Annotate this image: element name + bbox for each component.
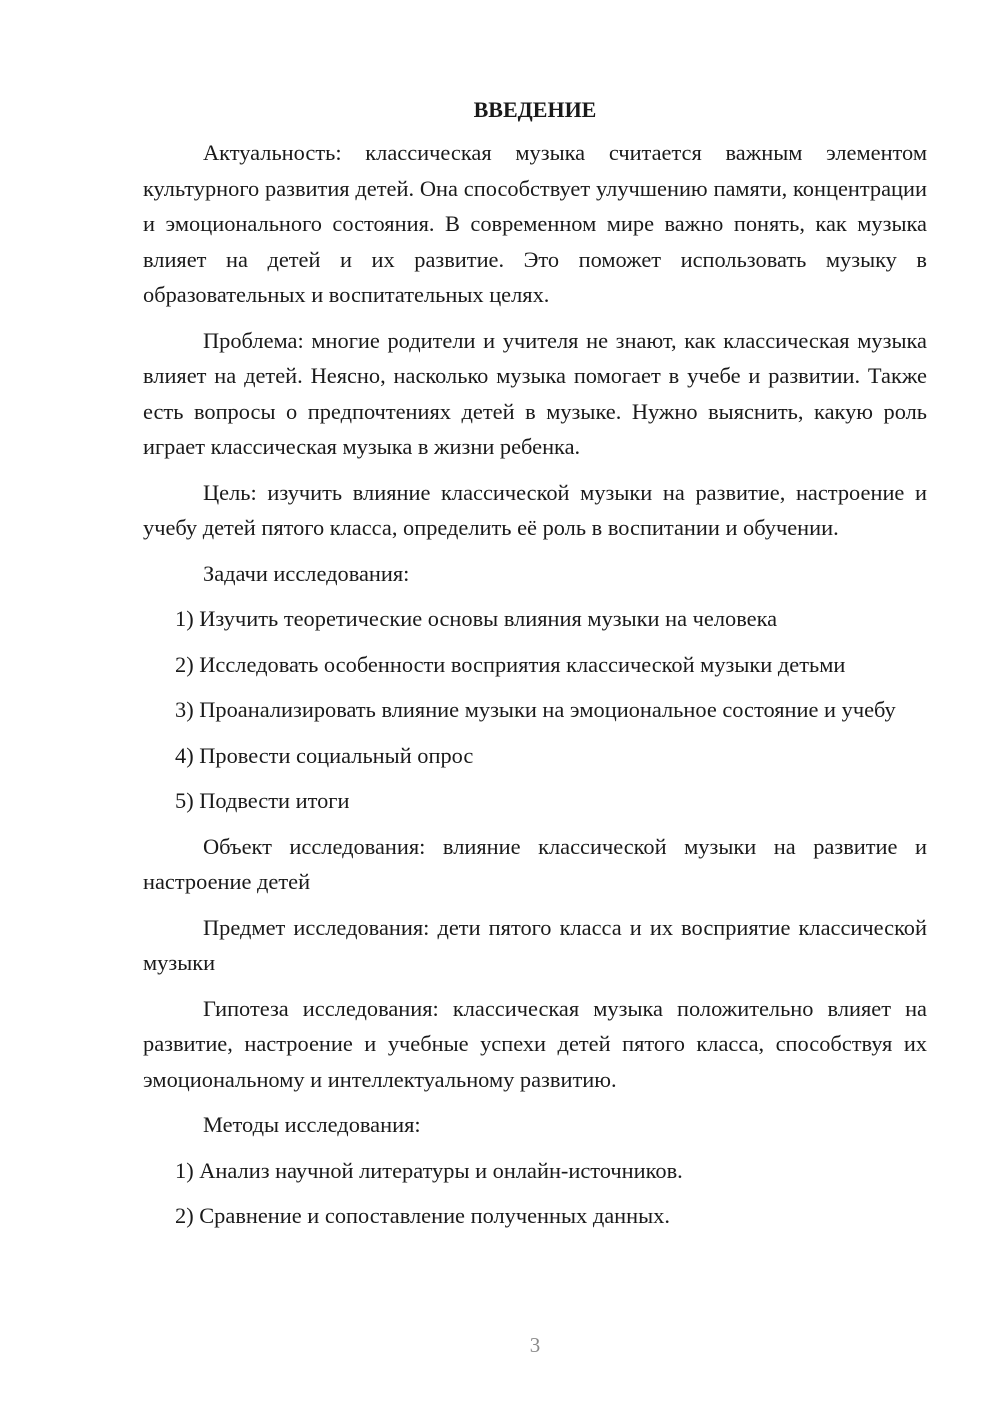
relevance-paragraph: Актуальность: классическая музыка считается важным элементом культурного развития детей. Она способствует улучшению памяти, концентрации и эмоционального состояния. В современном мире важно понять, как музыка влияет на детей и их развитие. Это поможет использовать музыку в образовательных и воспитательных целях. <box>143 140 927 307</box>
page-number: 3 <box>529 1333 541 1357</box>
problem-paragraph: Проблема: многие родители и учителя не знают, как классическая музыка влияет на детей. Неясно, насколько музыка помогает в учебе и развитии. Также есть вопросы о предпочтениях детей в музыке. Нужно выяснить, какую роль играет классическая музыка в жизни ребенка. <box>143 327 927 459</box>
section-heading: ВВЕДЕНИЕ <box>473 97 597 122</box>
task-item: 5) Подвести итоги <box>175 788 350 813</box>
goal-paragraph: Цель: изучить влияние классической музыки на развитие, настроение и учебу детей пятого класса, определить её роль в воспитании и обучении. <box>143 479 927 540</box>
task-item: 4) Провести социальный опрос <box>175 742 474 768</box>
task-item: 1) Изучить теоретические основы влияния музыки на человека <box>175 606 778 631</box>
method-item: 2) Сравнение и сопоставление полученных данных. <box>175 1203 670 1228</box>
method-item: 1) Анализ научной литературы и онлайн-источников. <box>175 1157 683 1183</box>
subject-paragraph: Предмет исследования: дети пятого класса и их восприятие классической музыки <box>143 914 927 975</box>
object-paragraph: Объект исследования: влияние классической музыки на развитие и настроение детей <box>143 833 927 894</box>
tasks-title: Задачи исследования: <box>203 560 410 586</box>
hypothesis-paragraph: Гипотеза исследования: классическая музыка положительно влияет на развитие, настроение и учебные успехи детей пятого класса, способствуя их эмоциональному и интеллектуальному развитию. <box>143 995 927 1092</box>
task-item: 2) Исследовать особенности восприятия классической музыки детьми <box>175 651 846 677</box>
page-content <box>143 92 927 1244</box>
methods-title: Методы исследования: <box>203 1112 421 1137</box>
task-item: 3) Проанализировать влияние музыки на эмоциональное состояние и учебу <box>175 697 896 722</box>
